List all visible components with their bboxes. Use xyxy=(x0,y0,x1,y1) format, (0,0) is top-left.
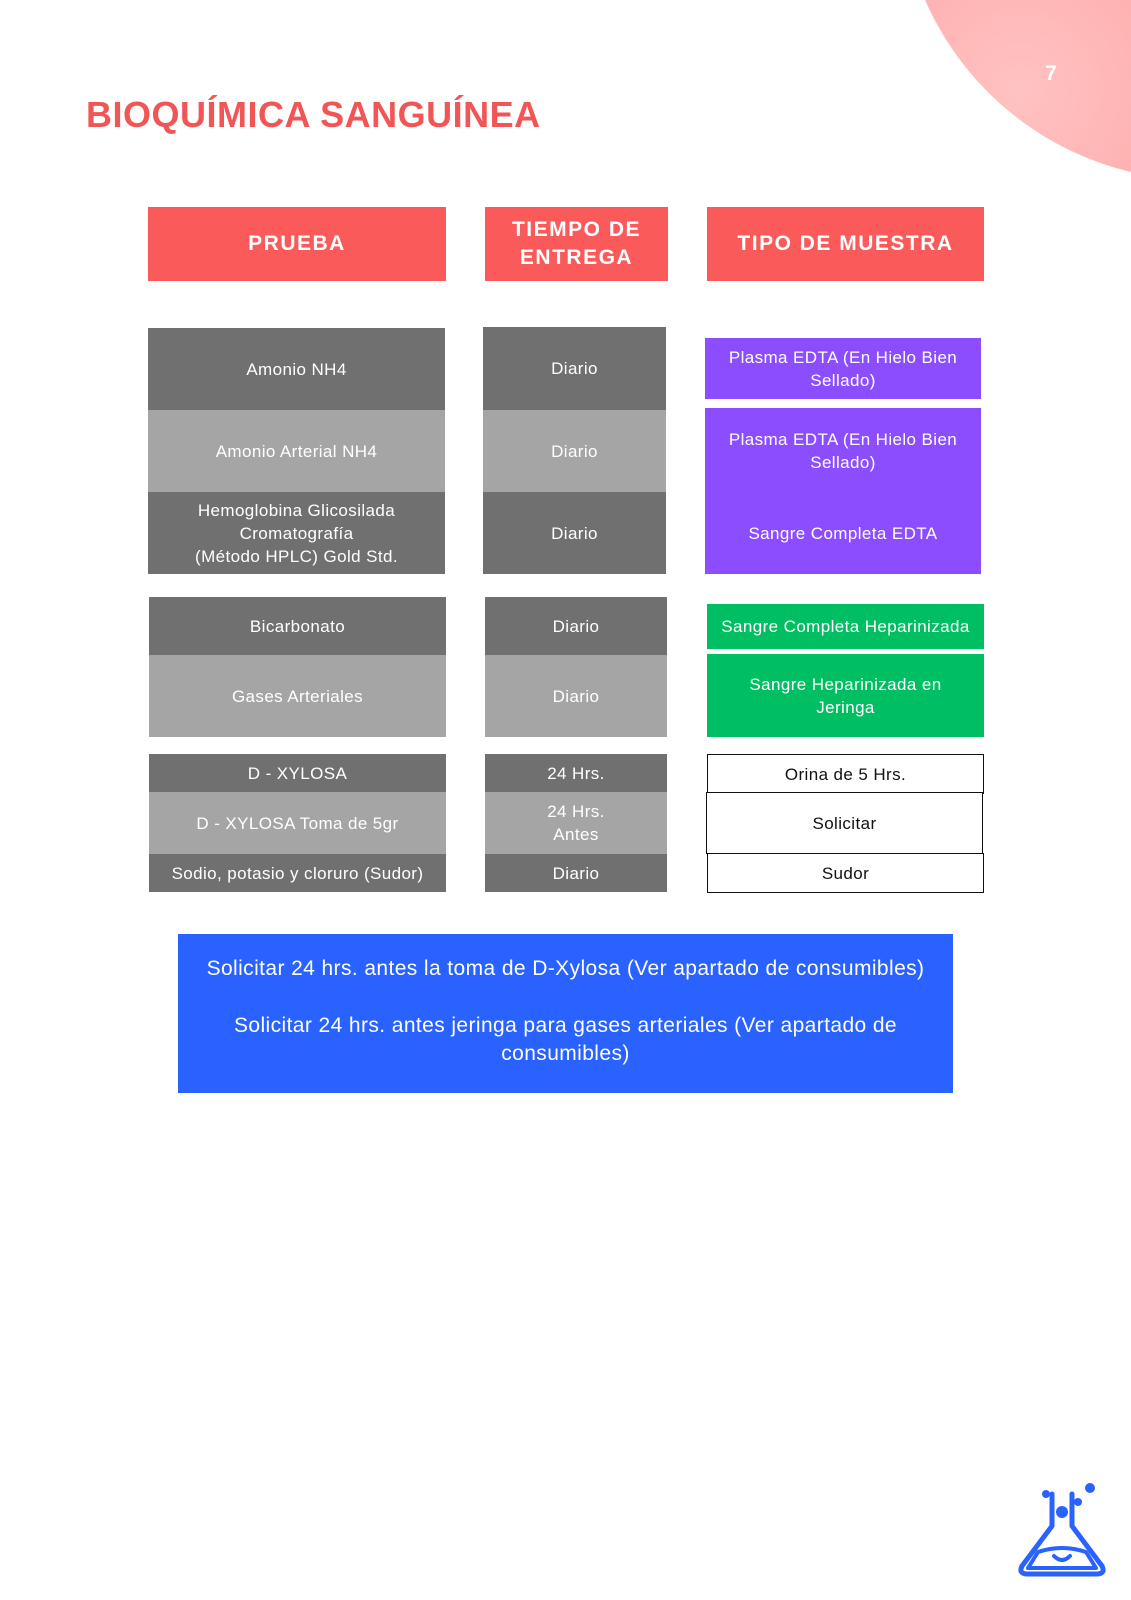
muestra-cell: Sangre Completa EDTA xyxy=(705,493,981,574)
tiempo-cell: Diario xyxy=(483,327,666,410)
prueba-cell: D - XYLOSA Toma de 5gr xyxy=(149,792,446,854)
muestra-cell: Plasma EDTA (En Hielo Bien Sellado) xyxy=(705,408,981,493)
muestra-cell: Sudor xyxy=(707,853,984,893)
lab-flask-icon xyxy=(1016,1482,1108,1578)
header-tipo-muestra: TIPO DE MUESTRA xyxy=(707,207,984,281)
muestra-cell: Solicitar xyxy=(706,792,983,854)
muestra-cell: Sangre Heparinizada en Jeringa xyxy=(707,654,984,737)
muestra-cell: Plasma EDTA (En Hielo Bien Sellado) xyxy=(705,338,981,399)
muestra-cell: Orina de 5 Hrs. xyxy=(707,754,984,794)
prueba-cell: Sodio, potasio y cloruro (Sudor) xyxy=(149,854,446,892)
header-tiempo-entrega: TIEMPO DE ENTREGA xyxy=(485,207,668,281)
tiempo-cell: Diario xyxy=(483,492,666,574)
tiempo-cell: 24 Hrs. Antes xyxy=(485,792,667,854)
tiempo-cell: Diario xyxy=(483,410,666,492)
prueba-cell: D - XYLOSA xyxy=(149,754,446,792)
tiempo-cell: Diario xyxy=(485,655,667,737)
page-title: BIOQUÍMICA SANGUÍNEA xyxy=(86,94,541,135)
corner-decoration xyxy=(900,0,1131,180)
note-box xyxy=(178,934,953,1093)
tiempo-cell: Diario xyxy=(485,597,667,655)
prueba-cell: Amonio Arterial NH4 xyxy=(148,410,445,492)
tiempo-cell: Diario xyxy=(485,854,667,892)
prueba-cell: Bicarbonato xyxy=(149,597,446,655)
note-line: Solicitar 24 hrs. antes la toma de D-Xylosa (Ver apartado de consumibles) xyxy=(206,957,925,980)
prueba-cell: Gases Arteriales xyxy=(149,655,446,737)
note-line: Solicitar 24 hrs. antes jeringa para gases arteriales (Ver apartado de consumibles) xyxy=(233,1014,898,1065)
muestra-cell: Sangre Completa Heparinizada xyxy=(707,604,984,649)
prueba-cell: Amonio NH4 xyxy=(148,328,445,410)
tiempo-cell: 24 Hrs. xyxy=(485,754,667,792)
prueba-cell: Hemoglobina Glicosilada Cromatografía (Método HPLC) Gold Std. xyxy=(148,492,445,574)
header-prueba: PRUEBA xyxy=(148,207,446,281)
page-number: 7 xyxy=(1045,62,1057,85)
